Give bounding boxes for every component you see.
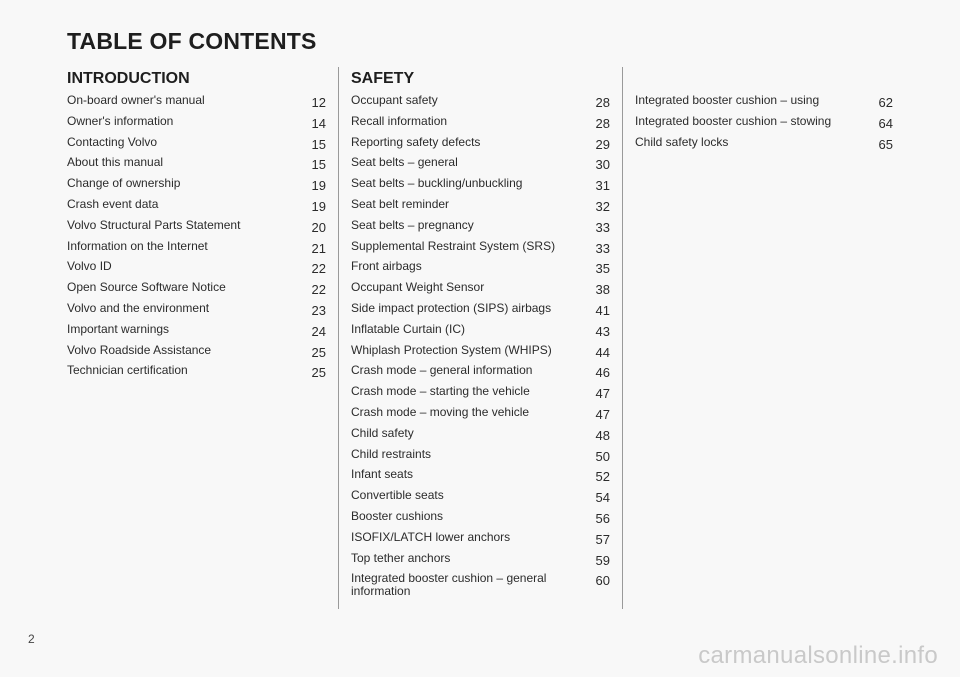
toc-entry-page: 41 bbox=[595, 302, 610, 318]
toc-entry-title: Crash mode – starting the vehicle bbox=[351, 384, 530, 399]
toc-entry[interactable] bbox=[351, 240, 610, 261]
toc-entry-page: 20 bbox=[311, 219, 326, 235]
toc-entry-title: Owner's information bbox=[67, 113, 174, 128]
toc-entry-title: Important warnings bbox=[67, 321, 170, 336]
toc-entry-page: 35 bbox=[595, 261, 610, 277]
toc-entry-page: 60 bbox=[595, 573, 610, 589]
toc-entry-title: Volvo Roadside Assistance bbox=[67, 342, 212, 357]
toc-entry-title: Seat belt reminder bbox=[351, 196, 450, 211]
toc-entry-page: 12 bbox=[311, 95, 326, 110]
toc-entry-title: Child safety bbox=[351, 425, 414, 440]
toc-entry[interactable] bbox=[351, 489, 610, 510]
toc-entry[interactable] bbox=[351, 323, 610, 344]
toc-entry[interactable] bbox=[67, 302, 326, 323]
toc-entry-title: Integrated booster cushion – using bbox=[635, 93, 820, 107]
toc-entry-page: 22 bbox=[311, 282, 326, 298]
toc-entry-page: 22 bbox=[311, 261, 326, 277]
toc-entry-page: 25 bbox=[311, 344, 326, 360]
toc-entry[interactable] bbox=[351, 448, 610, 469]
toc-entry[interactable] bbox=[351, 572, 610, 598]
toc-entry-page: 46 bbox=[595, 365, 610, 381]
toc-entry[interactable] bbox=[351, 406, 610, 427]
section-heading-introduction: INTRODUCTION bbox=[67, 70, 190, 87]
toc-entry-page: 47 bbox=[595, 406, 610, 422]
toc-column-safety bbox=[351, 67, 610, 598]
toc-entry[interactable] bbox=[635, 136, 893, 157]
column-divider bbox=[338, 67, 339, 609]
toc-entry-title: Whiplash Protection System (WHIPS) bbox=[351, 342, 552, 357]
toc-entry-page: 23 bbox=[311, 302, 326, 318]
watermark: carmanualsonline.info bbox=[698, 642, 938, 669]
toc-entry-title: Front airbags bbox=[351, 259, 422, 274]
toc-entry-page: 28 bbox=[595, 95, 610, 110]
toc-entry-page: 32 bbox=[595, 198, 610, 214]
toc-entry[interactable] bbox=[351, 344, 610, 365]
toc-entry-page: 65 bbox=[878, 136, 893, 152]
toc-entry-page: 30 bbox=[595, 157, 610, 173]
toc-entry-title: Inflatable Curtain (IC) bbox=[351, 321, 466, 336]
toc-entry-title: Integrated booster cushion – general information bbox=[351, 571, 547, 599]
toc-entry-title: Seat belts – buckling/unbuckling bbox=[351, 176, 523, 191]
toc-entry-title: Information on the Internet bbox=[67, 238, 208, 253]
toc-entry[interactable] bbox=[635, 94, 893, 115]
toc-entry[interactable] bbox=[67, 260, 326, 281]
toc-entry[interactable] bbox=[67, 177, 326, 198]
toc-entry-title: Technician certification bbox=[67, 363, 188, 378]
toc-entry[interactable] bbox=[351, 468, 610, 489]
column-divider bbox=[622, 67, 623, 609]
page-number: 2 bbox=[28, 632, 35, 646]
toc-entry-title: Volvo Structural Parts Statement bbox=[67, 217, 241, 232]
toc-list bbox=[351, 94, 610, 598]
toc-entry-page: 54 bbox=[595, 490, 610, 506]
toc-entry[interactable] bbox=[351, 260, 610, 281]
toc-entry-page: 50 bbox=[595, 448, 610, 464]
section-heading-safety: SAFETY bbox=[351, 70, 415, 87]
toc-entry-title: Crash event data bbox=[67, 196, 159, 211]
toc-entry-title: ISOFIX/LATCH lower anchors bbox=[351, 529, 511, 544]
toc-entry-title: Seat belts – general bbox=[351, 155, 458, 170]
toc-entry-page: 48 bbox=[595, 427, 610, 443]
toc-entry-page: 29 bbox=[595, 136, 610, 152]
toc-entry-title: Infant seats bbox=[351, 467, 414, 482]
toc-entry[interactable] bbox=[351, 156, 610, 177]
toc-entry[interactable] bbox=[67, 323, 326, 344]
toc-entry-page: 38 bbox=[595, 282, 610, 298]
toc-entry-page: 59 bbox=[595, 552, 610, 568]
toc-column-safety-continued bbox=[635, 67, 893, 156]
toc-entry[interactable] bbox=[351, 385, 610, 406]
toc-entry[interactable] bbox=[351, 364, 610, 385]
toc-entry-page: 28 bbox=[595, 115, 610, 131]
toc-entry[interactable] bbox=[351, 281, 610, 302]
toc-entry-page: 47 bbox=[595, 386, 610, 402]
toc-entry[interactable] bbox=[351, 510, 610, 531]
toc-entry[interactable] bbox=[351, 136, 610, 157]
toc-entry[interactable] bbox=[67, 156, 326, 177]
toc-entry-page: 24 bbox=[311, 323, 326, 339]
toc-list bbox=[67, 94, 326, 385]
toc-entry-title: Crash mode – moving the vehicle bbox=[351, 404, 530, 419]
toc-entry[interactable] bbox=[67, 198, 326, 219]
toc-entry[interactable] bbox=[67, 115, 326, 136]
toc-entry-title: Seat belts – pregnancy bbox=[351, 217, 474, 232]
toc-entry[interactable] bbox=[351, 198, 610, 219]
toc-entry-page: 15 bbox=[311, 136, 326, 152]
toc-entry-title: Volvo and the environment bbox=[67, 300, 210, 315]
toc-entry-title: Top tether anchors bbox=[351, 550, 451, 565]
toc-entry-title: Child safety locks bbox=[635, 134, 729, 149]
toc-entry[interactable] bbox=[67, 364, 326, 385]
toc-entry-title: Volvo ID bbox=[67, 259, 112, 274]
toc-entry-title: Crash mode – general information bbox=[351, 363, 533, 378]
toc-entry-page: 52 bbox=[595, 469, 610, 485]
toc-entry-title: Reporting safety defects bbox=[351, 134, 481, 149]
page-title: TABLE OF CONTENTS bbox=[67, 28, 317, 54]
toc-entry[interactable] bbox=[67, 219, 326, 240]
toc-entry[interactable] bbox=[67, 94, 326, 115]
toc-entry-title: About this manual bbox=[67, 155, 164, 170]
toc-entry-page: 44 bbox=[595, 344, 610, 360]
toc-entry-page: 21 bbox=[311, 240, 326, 256]
toc-entry-page: 33 bbox=[595, 219, 610, 235]
toc-entry[interactable] bbox=[67, 281, 326, 302]
toc-entry[interactable] bbox=[351, 531, 610, 552]
toc-entry[interactable] bbox=[351, 115, 610, 136]
toc-entry-page: 62 bbox=[878, 95, 893, 110]
toc-entry-page: 56 bbox=[595, 510, 610, 526]
toc-entry[interactable] bbox=[67, 344, 326, 365]
toc-entry-page: 64 bbox=[878, 115, 893, 131]
toc-entry[interactable] bbox=[351, 552, 610, 573]
toc-list bbox=[635, 94, 893, 156]
toc-entry-title: Integrated booster cushion – stowing bbox=[635, 113, 832, 128]
toc-entry[interactable] bbox=[67, 240, 326, 261]
toc-entry-title: Supplemental Restraint System (SRS) bbox=[351, 238, 556, 253]
toc-entry[interactable] bbox=[351, 219, 610, 240]
toc-column-introduction bbox=[67, 67, 326, 385]
toc-entry[interactable] bbox=[635, 115, 893, 136]
toc-entry-page: 14 bbox=[311, 115, 326, 131]
toc-entry-page: 19 bbox=[311, 198, 326, 214]
toc-entry-page: 33 bbox=[595, 240, 610, 256]
toc-entry-title: Open Source Software Notice bbox=[67, 280, 226, 295]
toc-entry-title: On-board owner's manual bbox=[67, 93, 205, 107]
toc-entry-page: 15 bbox=[311, 157, 326, 173]
toc-entry-title: Booster cushions bbox=[351, 508, 444, 523]
toc-entry-title: Convertible seats bbox=[351, 488, 444, 503]
toc-entry-title: Occupant Weight Sensor bbox=[351, 280, 485, 295]
toc-entry[interactable] bbox=[351, 94, 610, 115]
toc-entry-page: 19 bbox=[311, 178, 326, 194]
toc-entry-title: Recall information bbox=[351, 113, 448, 128]
toc-entry[interactable] bbox=[67, 136, 326, 157]
toc-entry-page: 31 bbox=[595, 178, 610, 194]
toc-entry-title: Child restraints bbox=[351, 446, 432, 461]
toc-entry-title: Contacting Volvo bbox=[67, 134, 158, 149]
toc-entry-title: Occupant safety bbox=[351, 93, 438, 107]
toc-entry-page: 43 bbox=[595, 323, 610, 339]
toc-entry-page: 25 bbox=[311, 365, 326, 381]
toc-entry[interactable] bbox=[351, 427, 610, 448]
toc-entry-title: Change of ownership bbox=[67, 176, 181, 191]
toc-entry[interactable] bbox=[351, 302, 610, 323]
toc-entry[interactable] bbox=[351, 177, 610, 198]
toc-entry-title: Side impact protection (SIPS) airbags bbox=[351, 300, 552, 315]
toc-entry-page: 57 bbox=[595, 531, 610, 547]
